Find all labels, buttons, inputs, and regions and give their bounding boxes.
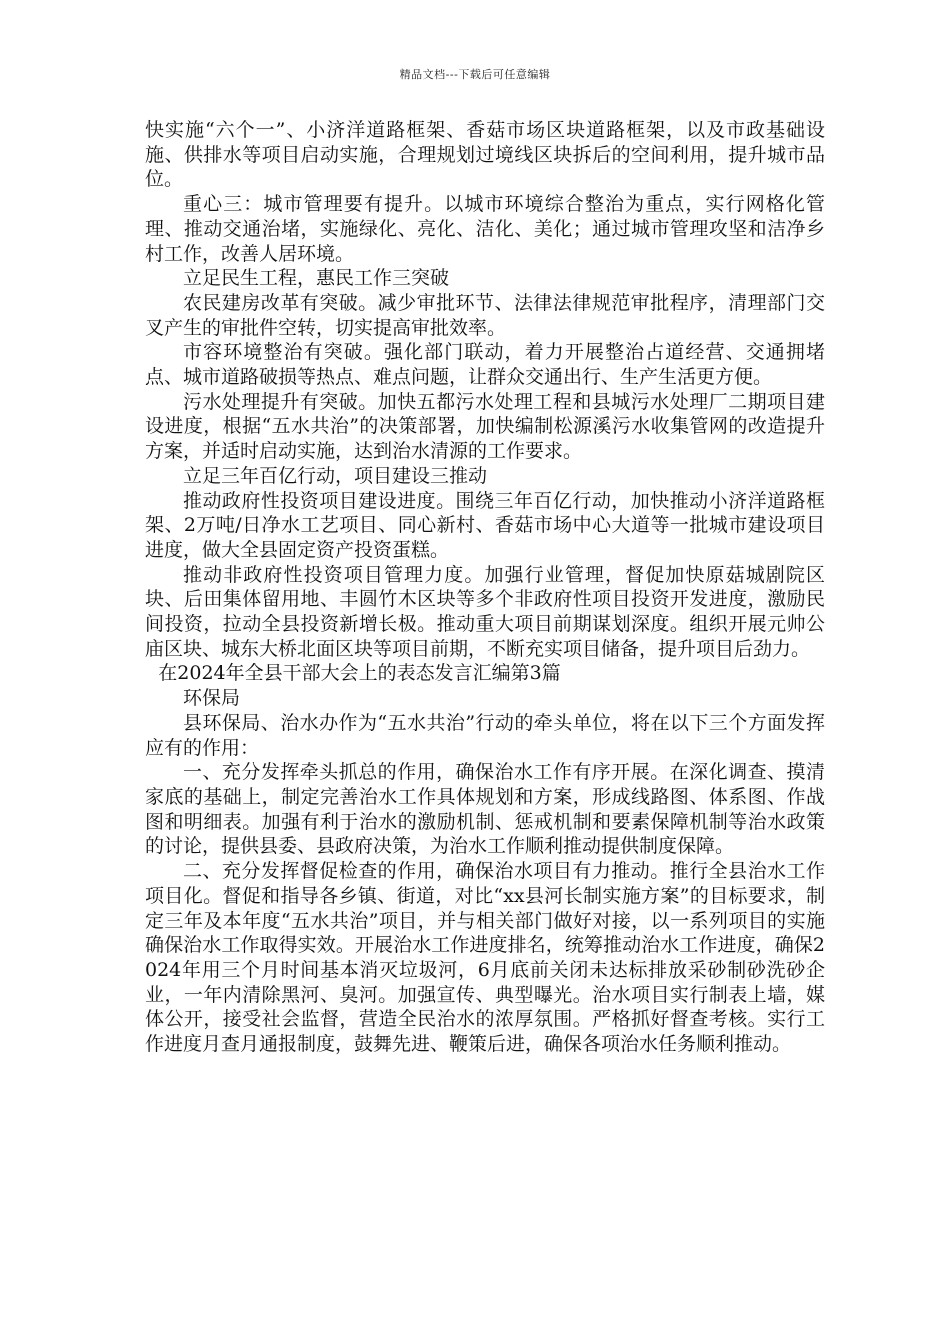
paragraph: 一、充分发挥牵头抓总的作用，确保治水工作有序开展。在深化调查、摸清家底的基础上，制定完善治水工作具体规划和方案，形成线路图、体系图、作战图和明细表。加强有利于治水的激励机制、惩戒机制和要素保障机制等治水政策的讨论，提供县委、县政府决策，为治水工作顺利推动提供制度保障。: [145, 761, 825, 858]
speaker-label: 环保局: [183, 687, 241, 710]
document-body: [145, 118, 825, 1057]
section-heading: 立足民生工程，惠民工作三突破: [183, 267, 450, 290]
page-header: 精品文档---下载后可任意编辑: [399, 68, 551, 81]
paragraph: 推动非政府性投资项目管理力度。加强行业管理，督促加快原菇城剧院区块、后田集体留用地、丰圆竹木区块等多个非政府性项目投资开发进度，激励民间投资，拉动全县投资新增长极。推动重大项目前期谋划深度。组织开展元帅公庙区块、城东大桥北面区块等项目前期，不断充实项目储备，提升项目后劲力。: [145, 563, 825, 660]
paragraph: 农民建房改革有突破。减少审批环节、法律法律规范审批程序，清理部门交叉产生的审批件空转，切实提高审批效率。: [145, 291, 825, 339]
article-title: 在2024年全县干部大会上的表态发言汇编第3篇: [158, 662, 561, 685]
paragraph: 快实施“六个一”、小济洋道路框架、香菇市场区块道路框架，以及市政基础设施、供排水等项目启动实施，合理规划过境线区块拆后的空间利用，提升城市品位。: [145, 119, 825, 191]
paragraph: 二、充分发挥督促检查的作用，确保治水项目有力推动。推行全县治水工作项目化。督促和指导各乡镇、街道，对比“xx县河长制实施方案”的目标要求，制定三年及本年度“五水共治”项目，并与相关部门做好对接，以一系列项目的实施确保治水工作取得实效。开展治水工作进度排名，统筹推动治水工作进度，确保2024年用三个月时间基本消灭垃圾河，6月底前关闭未达标排放采砂制砂洗砂企业，一年内清除黑河、臭河。加强宣传、典型曝光。治水项目实行制表上墙，媒体公开，接受社会监督，营造全民治水的浓厚氛围。严格抓好督查考核。实行工作进度月查月通报制度，鼓舞先进、鞭策后进，确保各项治水任务顺利推动。: [145, 860, 825, 1056]
section-heading: 立足三年百亿行动，项目建设三推动: [183, 464, 488, 487]
paragraph: 县环保局、治水办作为“五水共治”行动的牵头单位，将在以下三个方面发挥应有的作用：: [145, 711, 825, 759]
paragraph: 污水处理提升有突破。加快五都污水处理工程和县城污水处理厂二期项目建设进度，根据“五水共治”的决策部署，加快编制松源溪污水收集管网的改造提升方案，并适时启动实施，达到治水清源的工作要求。: [145, 390, 825, 463]
paragraph: 市容环境整治有突破。强化部门联动，着力开展整治占道经营、交通拥堵点、城市道路破损等热点、难点问题，让群众交通出行、生产生活更方便。: [145, 341, 825, 389]
paragraph: 重心三：城市管理要有提升。以城市环境综合整治为重点，实行网格化管理、推动交通治堵，实施绿化、亮化、洁化、美化；通过城市管理攻坚和洁净乡村工作，改善人居环境。: [145, 193, 825, 265]
paragraph: 推动政府性投资项目建设进度。围绕三年百亿行动，加快推动小济洋道路框架、2万吨/日净水工艺项目、同心新村、香菇市场中心大道等一批城市建设项目进度，做大全县固定资产投资蛋糕。: [145, 489, 825, 561]
